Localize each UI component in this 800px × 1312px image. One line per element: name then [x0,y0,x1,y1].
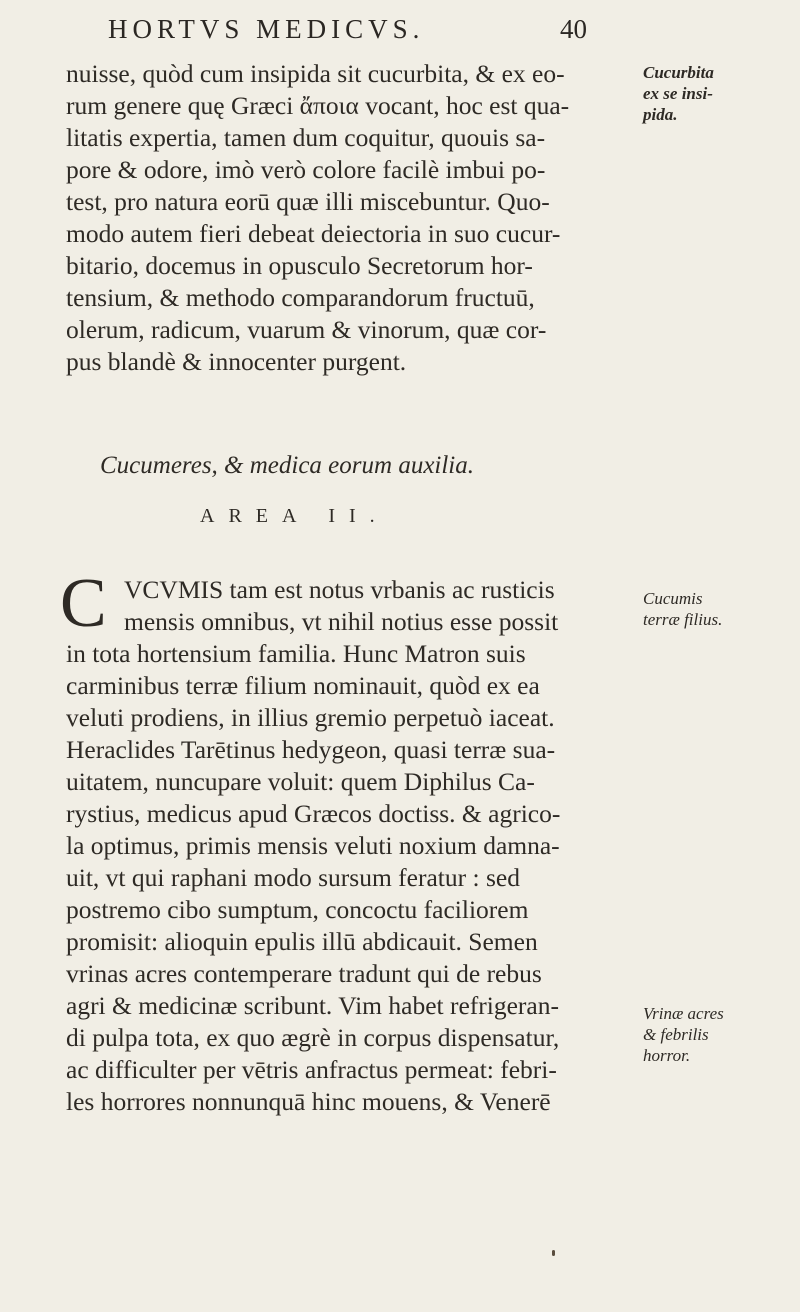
text-line: rum genere quę Græci ἄποια vocant, hoc est qua- [66,91,570,120]
margin-note-vrinae [643,1003,793,1066]
margin-note-line: ex se insi- [643,84,713,103]
running-title: HORTVS MEDICVS. [108,14,425,44]
text-line: test, pro natura eorū quæ illi miscebuntur. Quo- [66,187,550,216]
text-line: pus blandè & innocenter purgent. [66,347,407,376]
text-line: uit, vt qui raphani modo sursum feratur : sed [66,863,520,892]
text-line: rystius, medicus apud Græcos doctiss. & agrico- [66,799,561,828]
text-line: di pulpa tota, ex quo ægrè in corpus dispensatur, [66,1023,560,1052]
text-line: ac difficulter per vētris anfractus permeat: febri- [66,1055,557,1084]
margin-note-line: & febrilis [643,1025,709,1044]
margin-note-line: terræ filius. [643,610,723,629]
text-line: la optimus, primis mensis veluti noxium damna- [66,831,560,860]
section-area-heading: AREA II. [200,505,389,527]
text-line: pore & odore, imò verò colore facilè imbui po- [66,155,546,184]
text-line: uitatem, nuncupare voluit: quem Diphilus Ca- [66,767,535,796]
text-line: mensis omnibus, vt nihil notius esse possit [124,607,559,636]
margin-note-line: horror. [643,1046,691,1065]
text-line: vrinas acres contemperare tradunt qui de rebus [66,959,542,988]
margin-note-line: pida. [643,105,678,124]
text-line: nuisse, quòd cum insipida sit cucurbita, & ex eo- [66,59,565,88]
paragraph-cucumis [66,574,636,1118]
text-line: VCVMIS tam est notus vrbanis ac rusticis [124,575,555,604]
margin-note-line: Cucumis [643,589,703,608]
text-line: in tota hortensium familia. Hunc Matron suis [66,639,526,668]
margin-note-cucumis [643,588,793,630]
text-line: litatis expertia, tamen dum coquitur, quouis sa- [66,123,546,152]
text-line: les horrores nonnunquā hinc mouens, & Venerē [66,1087,551,1116]
text-line: postremo cibo sumptum, concoctu faciliorem [66,895,529,924]
margin-note-line: Cucurbita [643,63,714,82]
section-subtitle: Cucumeres, & medica eorum auxilia. [100,452,474,479]
ink-speck [552,1250,555,1256]
text-line: tensium, & methodo comparandorum fructuū, [66,283,535,312]
text-line: bitario, docemus in opusculo Secretorum hor- [66,251,533,280]
text-line: carminibus terræ filium nominauit, quòd ex ea [66,671,540,700]
text-line: olerum, radicum, vuarum & vinorum, quæ cor- [66,315,547,344]
running-header [108,14,628,45]
margin-note-cucurbita [643,62,793,125]
margin-note-line: Vrinæ acres [643,1004,724,1023]
text-line: modo autem fieri debeat deiectoria in suo cucur- [66,219,561,248]
text-line: veluti prodiens, in illius gremio perpetuò iaceat. [66,703,555,732]
drop-cap-initial: C [60,565,107,642]
paragraph-cucurbita [66,58,636,378]
text-line: agri & medicinæ scribunt. Vim habet refrigeran- [66,991,559,1020]
text-line: Heraclides Tarētinus hedygeon, quasi terræ sua- [66,735,556,764]
page-number: 40 [560,14,587,44]
text-line: promisit: alioquin epulis illū abdicauit. Semen [66,927,538,956]
